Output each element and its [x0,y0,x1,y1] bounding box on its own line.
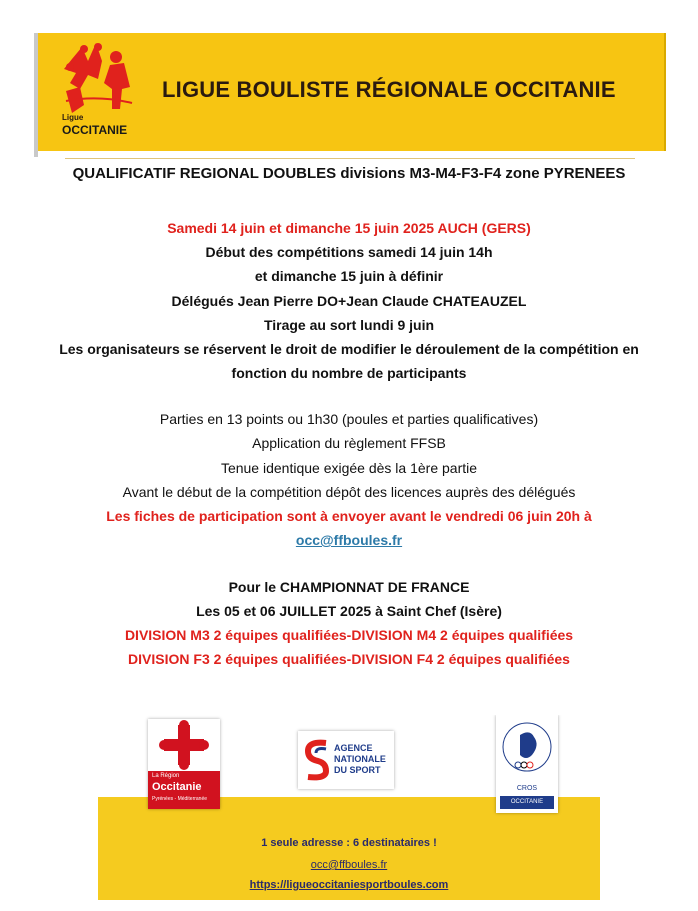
event-reserve-line2: fonction du nombre de participants [231,365,467,381]
rules-line1: Parties en 13 points ou 1h30 (poules et parties qualificatives) [159,411,539,427]
footer-website-link[interactable]: https://ligueoccitaniesportboules.com [249,879,449,891]
footer-email-link[interactable]: occ@ffboules.fr [310,859,388,871]
cros-text: CROS [516,785,538,792]
rules-deadline: Les fiches de participation sont à envoyer avant le vendredi 06 juin 20h à [106,508,592,524]
ans-line1: AGENCE [334,743,373,753]
event-start-line1: Début des compétitions samedi 14 juin 14h [205,244,493,260]
ans-logo [298,731,394,789]
header-banner [38,33,666,151]
event-delegates: Délégués Jean Pierre DO+Jean Claude CHATEAUZEL [171,293,527,309]
subtitle: QUALIFICATIF REGIONAL DOUBLES divisions M3-M4-F3-F4 zone PYRENEES [72,165,626,182]
region-occitanie-logo [148,719,220,809]
email-link[interactable]: occ@ffboules.fr [295,532,403,548]
championship-women: DIVISION F3 2 équipes qualifiées-DIVISION F4 2 équipes qualifiées [128,651,570,667]
region-name-text: Occitanie [152,781,202,793]
championship-dates: Les 05 et 06 JUILLET 2025 à Saint Chef (Isère) [196,603,502,619]
event-date: Samedi 14 juin et dimanche 15 juin 2025 AUCH (GERS) [167,220,531,236]
logo-occitanie-text: OCCITANIE [62,123,128,137]
cros-logo [496,715,558,813]
rules-line2: Application du règlement FFSB [252,435,446,451]
region-sub-text: Pyrénées - Méditerranée [152,796,208,802]
region-small-text: La Région [152,773,180,779]
championship-title: Pour le CHAMPIONNAT DE FRANCE [228,579,470,595]
rules-line3: Tenue identique exigée dès la 1ère partie [220,460,478,476]
rooster-icon [496,715,558,785]
event-draw: Tirage au sort lundi 9 juin [263,317,435,333]
footer-banner [98,715,600,900]
ans-line2: NATIONALE [334,754,386,764]
cros-occitanie-text: OCCITANIE [500,796,554,809]
ans-s-icon [304,739,330,781]
logo-ligue-text: Ligue [62,113,84,122]
divider [65,158,635,159]
championship-men: DIVISION M3 2 équipes qualifiées-DIVISION M4 2 équipes qualifiées [124,627,574,643]
rules-line4: Avant le début de la compétition dépôt des licences auprès des délégués [122,484,576,500]
footer-tagline: 1 seule adresse : 6 destinataires ! [261,837,437,849]
ans-line3: DU SPORT [334,765,381,775]
page-title: LIGUE BOULISTE RÉGIONALE OCCITANIE [162,77,616,102]
region-cross-icon [148,719,220,777]
event-reserve-line1: Les organisateurs se réservent le droit de modifier le déroulement de la compétition en [59,341,639,357]
event-start-line2: et dimanche 15 juin à définir [254,268,444,284]
banner-shadow [34,33,38,157]
ligue-occitanie-logo [58,39,142,143]
